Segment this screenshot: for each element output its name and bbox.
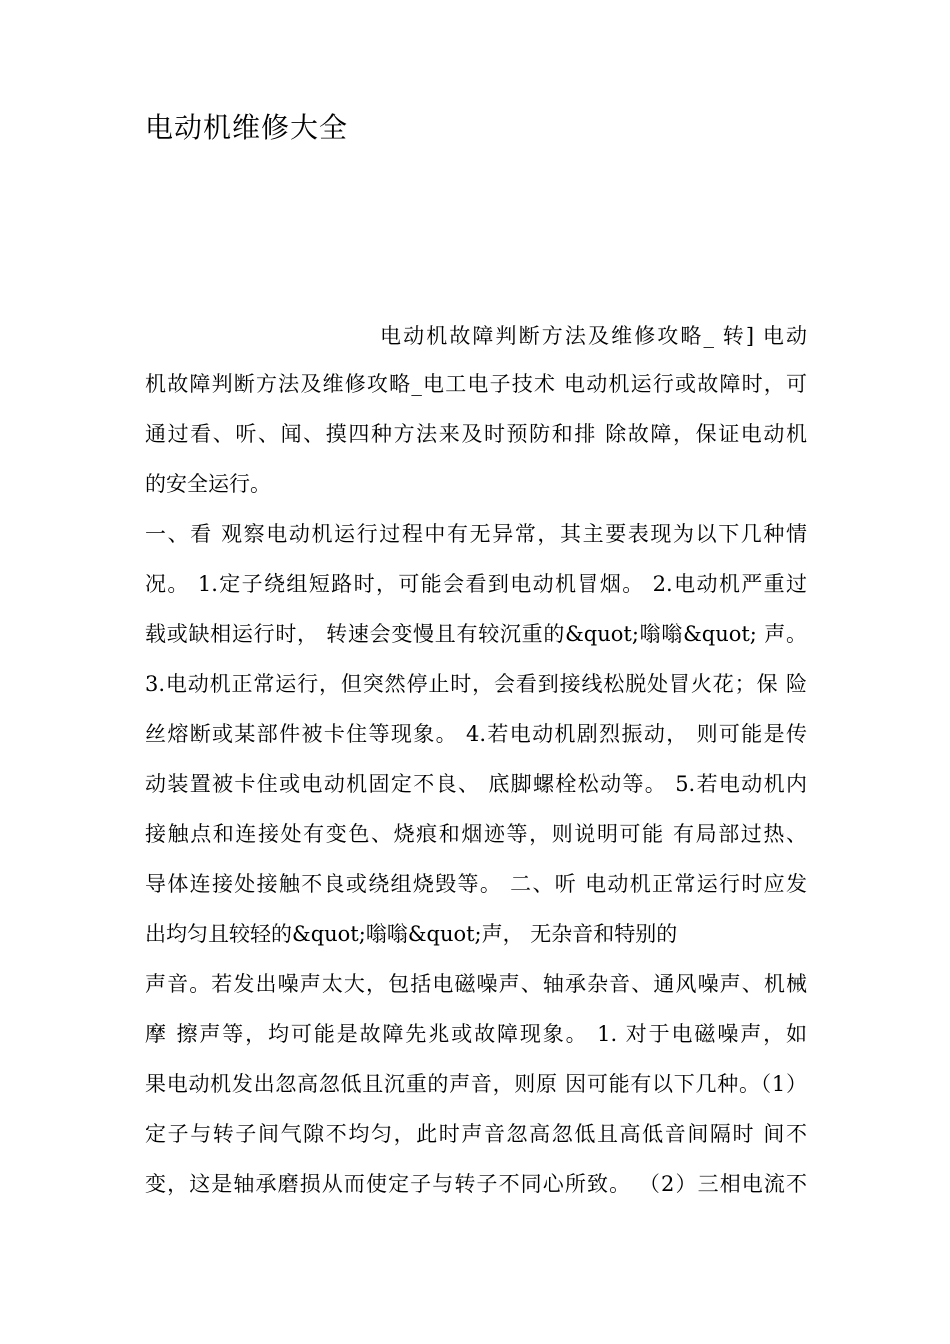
paragraph-line: 通过看、听、闻、摸四种方法来及时预防和排 除故障，保证电动机 [145, 422, 807, 446]
paragraph-line: 机故障判断方法及维修攻略_电工电子技术 电动机运行或故障时，可 [145, 372, 807, 396]
paragraph-line: 丝熔断或某部件被卡住等现象。 4.若电动机剧烈振动， 则可能是传 [145, 722, 807, 746]
document-title: 电动机维修大全 [145, 111, 349, 144]
paragraph-line: 定子与转子间气隙不均匀，此时声音忽高忽低且高低音间隔时 间不 [145, 1122, 807, 1146]
paragraph-line: 3.电动机正常运行，但突然停止时，会看到接线松脱处冒火花；保 险 [145, 672, 807, 696]
paragraph-line: 接触点和连接处有变色、烧痕和烟迹等，则说明可能 有局部过热、 [145, 822, 807, 846]
paragraph-line: 的安全运行。 [145, 472, 271, 496]
paragraph-line: 载或缺相运行时， 转速会变慢且有较沉重的&quot;嗡嗡&quot; 声。 [145, 622, 807, 646]
paragraph-line: 果电动机发出忽高忽低且沉重的声音，则原 因可能有以下几种。（1） [145, 1072, 807, 1096]
paragraph-line: 声音。若发出噪声太大，包括电磁噪声、轴承杂音、通风噪声、机械 [145, 972, 807, 996]
paragraph-line: 电动机故障判断方法及维修攻略_ 转] 电动 [380, 324, 807, 348]
paragraph-line: 摩 擦声等，均可能是故障先兆或故障现象。 1. 对于电磁噪声，如 [145, 1022, 807, 1046]
paragraph-line: 况。 1.定子绕组短路时，可能会看到电动机冒烟。 2.电动机严重过 [145, 572, 807, 596]
paragraph-line: 导体连接处接触不良或绕组烧毁等。 二、听 电动机正常运行时应发 [145, 872, 807, 896]
paragraph-line: 出均匀且较轻的&quot;嗡嗡&quot;声， 无杂音和特别的 [145, 922, 678, 946]
paragraph-line: 动装置被卡住或电动机固定不良、 底脚螺栓松动等。 5.若电动机内 [145, 772, 807, 796]
paragraph-line: 一、看 观察电动机运行过程中有无异常，其主要表现为以下几种情 [145, 522, 807, 546]
paragraph-line: 变，这是轴承磨损从而使定子与转子不同心所致。 （2）三相电流不 [145, 1172, 807, 1196]
